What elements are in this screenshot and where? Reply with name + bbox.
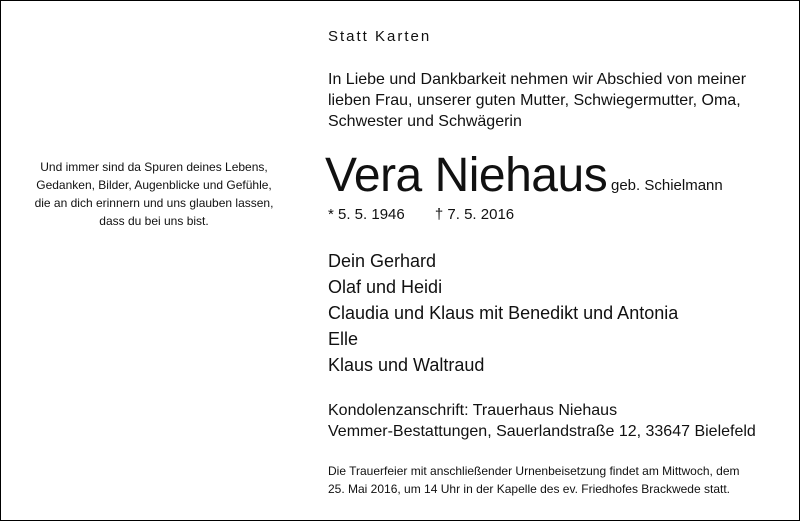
service-line: 25. Mai 2016, um 14 Uhr in der Kapelle des ev. Friedhofes Brackwede statt. — [328, 482, 730, 496]
poem-line: Und immer sind da Spuren deines Lebens, — [40, 160, 268, 174]
service-line: Die Trauerfeier mit anschließender Urnenbeisetzung findet am Mittwoch, dem — [328, 464, 740, 478]
mourners-list — [328, 248, 678, 378]
mourner-entry: Olaf und Heidi — [328, 277, 443, 297]
deceased-name: Vera Niehaus — [325, 149, 608, 202]
maiden-name: geb. Schielmann — [611, 177, 723, 194]
birth-date: * 5. 5. 1946 — [328, 206, 405, 223]
mourner-entry: Claudia und Klaus mit Benedikt und Antonia — [328, 303, 679, 323]
intro-line: lieben Frau, unserer guten Mutter, Schwiegermutter, Oma, — [328, 92, 741, 109]
header-text: Statt Karten — [328, 28, 432, 45]
mourner-entry: Klaus und Waltraud — [328, 355, 485, 375]
intro-line: In Liebe und Dankbarkeit nehmen wir Abschied von meiner — [328, 71, 747, 88]
condolence-line: Kondolenzanschrift: Trauerhaus Niehaus — [328, 402, 618, 419]
poem — [19, 158, 289, 230]
intro-text — [328, 69, 776, 132]
service-info — [328, 462, 778, 498]
poem-line: die an dich erinnern und uns glauben lassen, — [34, 196, 274, 210]
mourner-entry: Dein Gerhard — [328, 251, 437, 271]
death-date: † 7. 5. 2016 — [434, 206, 515, 223]
mourner-entry: Elle — [328, 329, 359, 349]
intro-line: Schwester und Schwägerin — [328, 113, 522, 130]
condolence-line: Vemmer-Bestattungen, Sauerlandstraße 12, 33647 Bielefeld — [328, 423, 756, 440]
life-dates — [328, 206, 514, 223]
poem-line: Gedanken, Bilder, Augenblicke und Gefühle, — [36, 178, 272, 192]
condolence-address — [328, 400, 756, 442]
poem-line: dass du bei uns bist. — [99, 214, 209, 228]
